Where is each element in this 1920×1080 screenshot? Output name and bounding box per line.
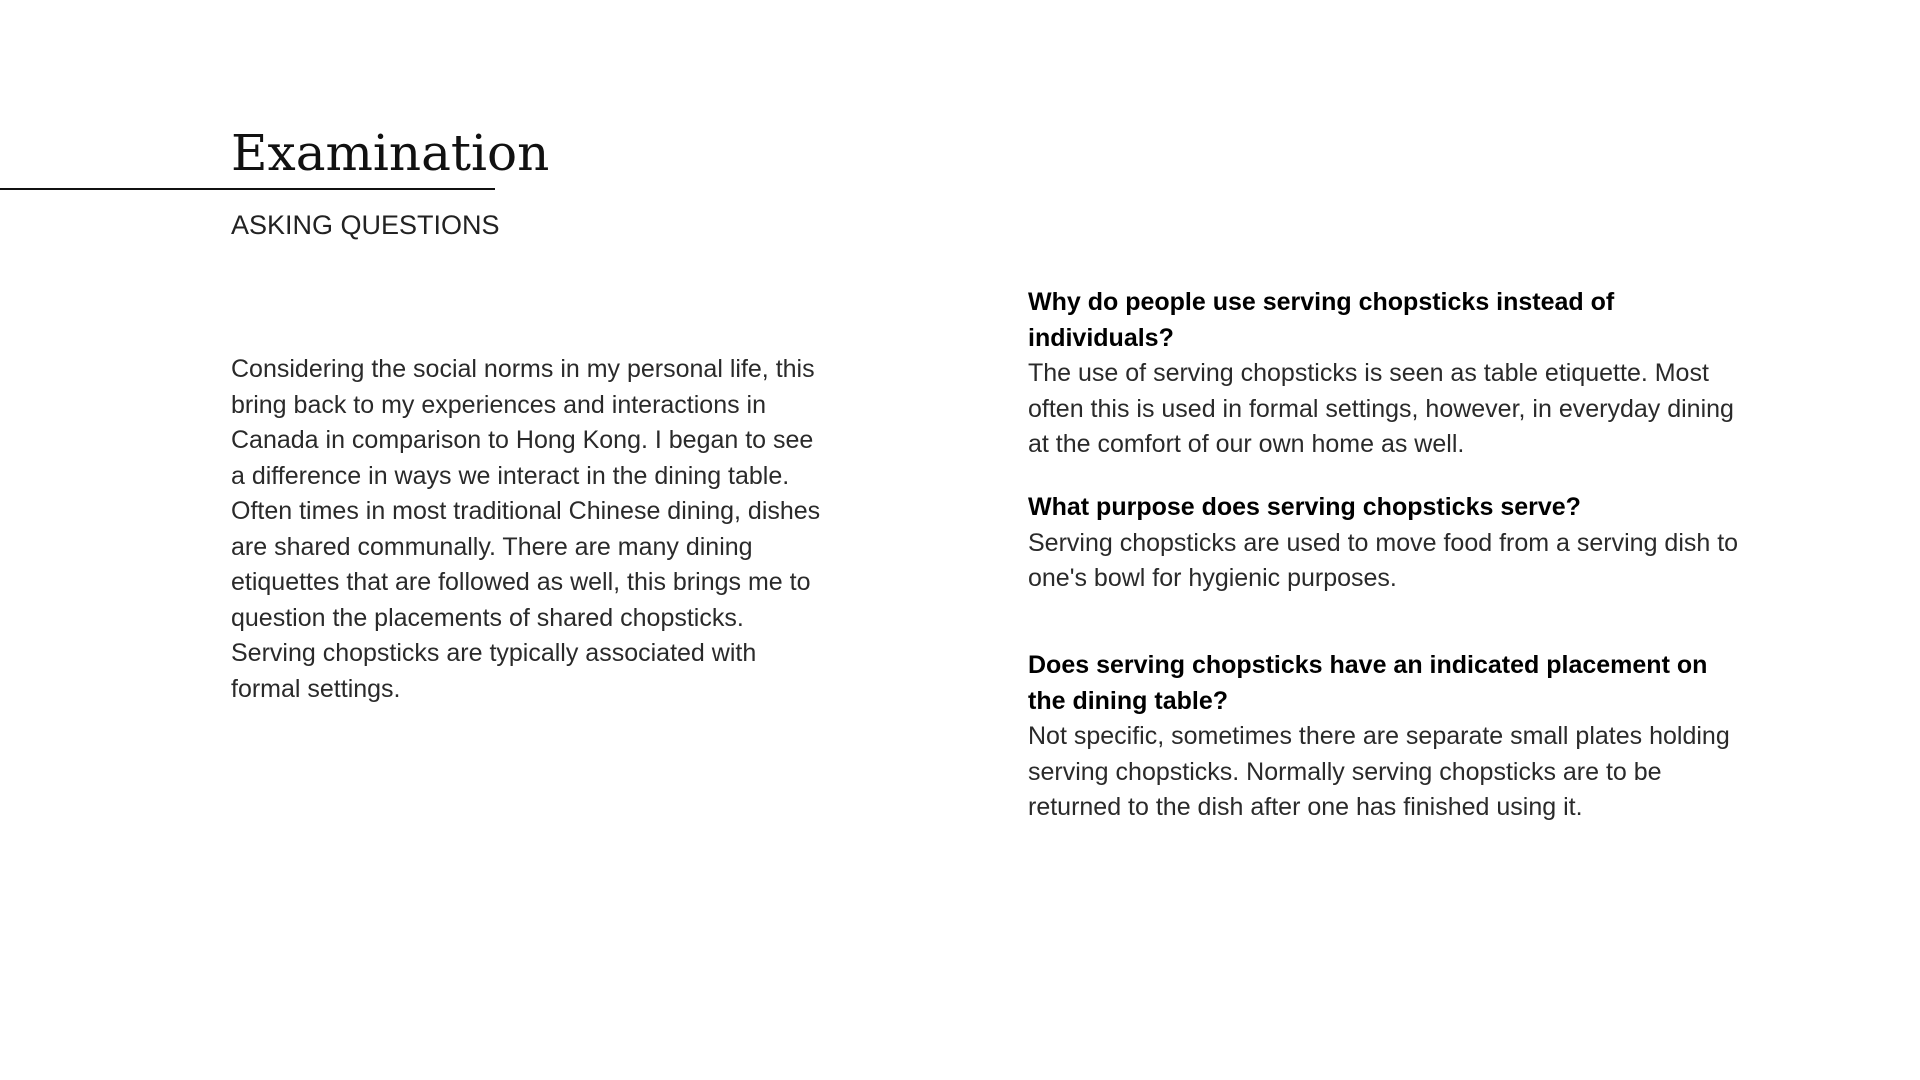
answer-1: The use of serving chopsticks is seen as table etiquette. Most often this is used in formal settings, however, in everyday dining at the comfort of our own home as well.: [1028, 359, 1734, 458]
answer-2: Serving chopsticks are used to move food from a serving dish to one's bowl for hygienic purposes.: [1028, 528, 1739, 592]
qa-block-2: [1028, 490, 1748, 597]
qa-block-3: [1028, 648, 1748, 826]
question-2: What purpose does serving chopsticks serve?: [1028, 493, 1581, 521]
qa-block-1: [1028, 285, 1748, 463]
answer-3: Not specific, sometimes there are separate small plates holding serving chopsticks. Normally serving chopsticks are to be returned to the dish after one has finished using it.: [1028, 722, 1730, 821]
title-underline-divider: [0, 188, 495, 190]
question-1: Why do people use serving chopsticks instead of individuals?: [1028, 288, 1615, 352]
question-3: Does serving chopsticks have an indicated placement on the dining table?: [1028, 651, 1708, 715]
slide-title: Examination: [231, 124, 550, 182]
slide-subtitle: ASKING QUESTIONS: [231, 210, 500, 240]
intro-paragraph: Considering the social norms in my personal life, this bring back to my experiences and interactions in Canada in comparison to Hong Kong. I began to see a difference in ways we interact in the dining table. Often times in most traditional Chinese dining, dishes are shared communally. There are many dining etiquettes that are followed as well, this brings me to question the placements of shared chopsticks. Serving chopsticks are typically associated with formal settings.: [231, 355, 821, 703]
